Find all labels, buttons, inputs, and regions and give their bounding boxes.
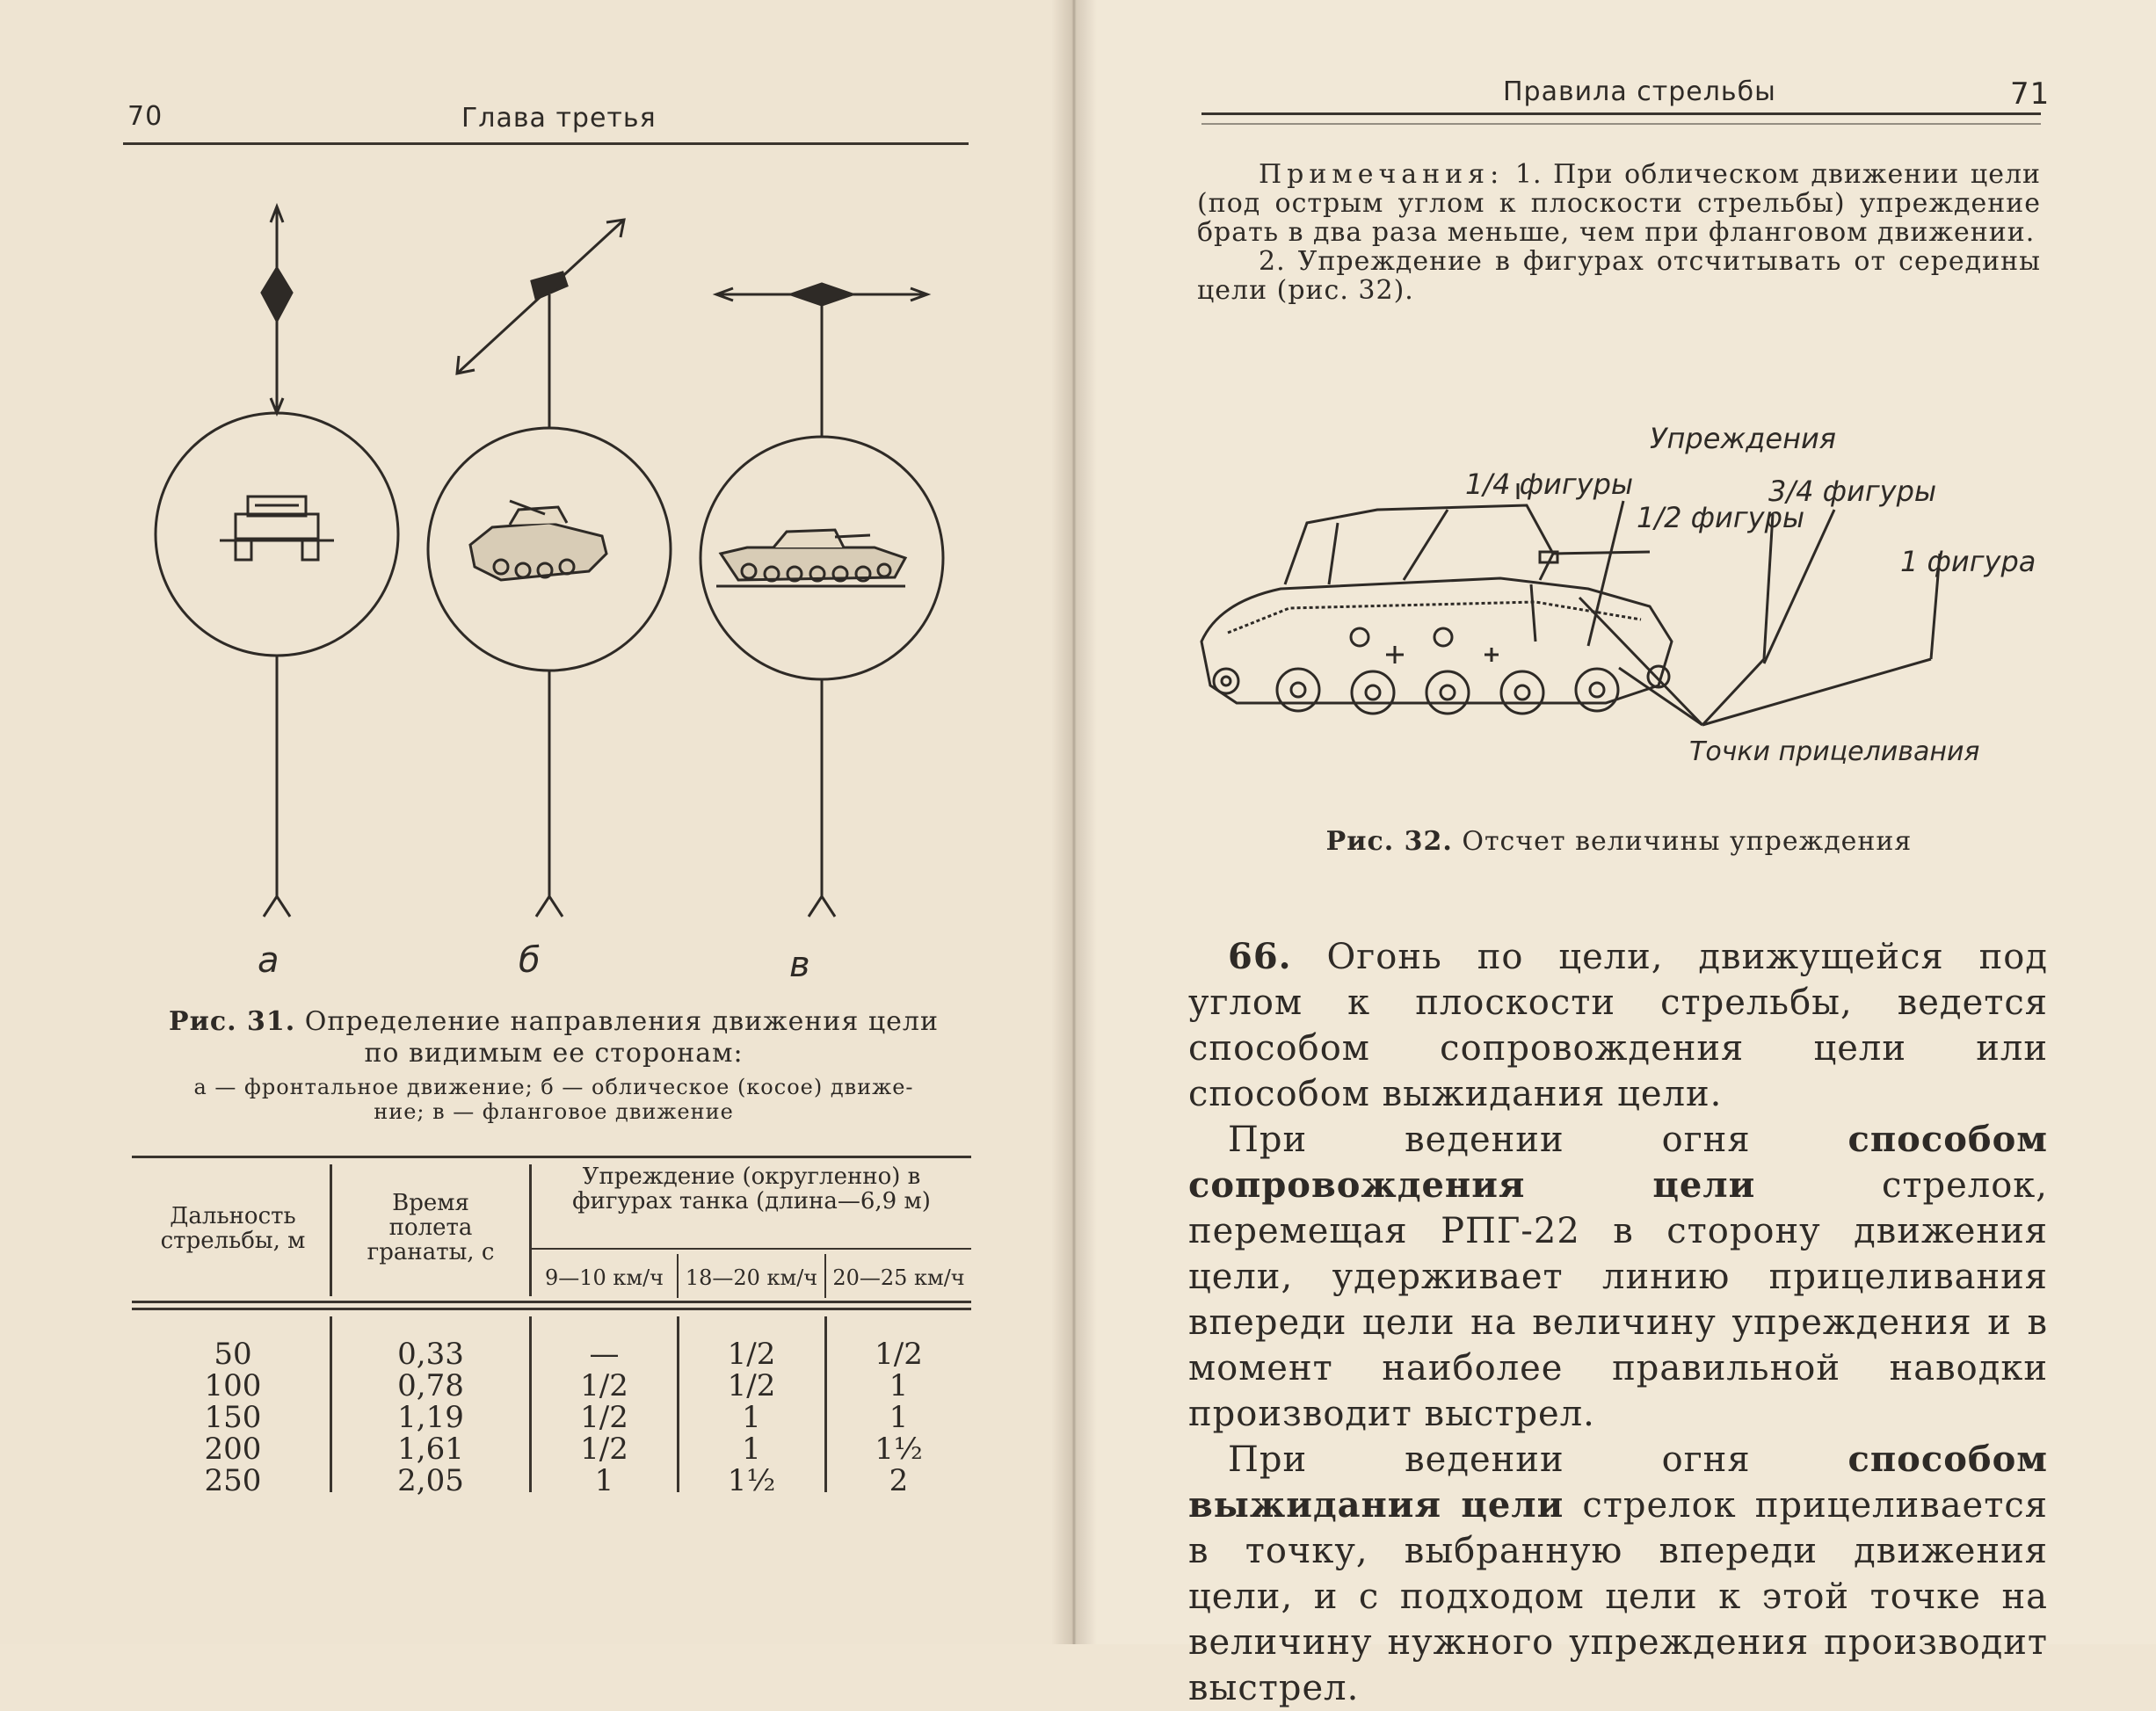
table-top-rule xyxy=(132,1156,971,1158)
table-header-rule xyxy=(132,1301,971,1303)
fig31-caption xyxy=(132,1006,976,1069)
fig31-legend-line2: ние; в — фланговое движение xyxy=(374,1099,734,1124)
table-header-lead: Упреждение (округленно) в фигурах танка (длина—6,9 м) xyxy=(572,1164,931,1214)
fig32-label-three-quarter: 3/4 фигуры xyxy=(1768,475,1937,508)
header-rule-right xyxy=(1201,112,2041,115)
paragraph-66 xyxy=(1188,934,2048,1711)
note-2: 2. Упреждение в фигурах отсчитывать от середины цели (рис. 32). xyxy=(1197,246,2041,306)
fig32-caption xyxy=(1197,826,2041,858)
table-cell-s1: — xyxy=(589,1337,620,1372)
table-cell-time: 2,05 xyxy=(397,1463,464,1498)
header-rule-right-2 xyxy=(1201,123,2041,125)
page-number-left: 70 xyxy=(127,101,163,132)
fig32-caption-prefix: Рис. 32. xyxy=(1325,826,1453,857)
para66-number: 66. xyxy=(1228,936,1292,977)
table-cell-s2: 1 xyxy=(742,1400,761,1435)
para-follow-text: стрелок, перемещая РПГ-22 в сторону движения цели, удерживает линию прицеливания впереди цели на величину упреждения и в момент наиболее правильной наводки производит выстрел. xyxy=(1188,1165,2048,1434)
para-follow-bold: способом сопровождения цели xyxy=(1188,1119,2048,1206)
fig31-caption-prefix: Рис. 31. xyxy=(169,1006,296,1037)
paragraph-follow xyxy=(1188,1117,2048,1437)
table-cell-range: 250 xyxy=(204,1463,262,1498)
table-cell-range: 150 xyxy=(204,1400,262,1435)
table-header-speed-2: 18—20 км/ч xyxy=(685,1265,818,1290)
fig32-label-top: Упреждения xyxy=(1650,422,1837,455)
table-header-rule-2 xyxy=(132,1308,971,1310)
para-wait-prefix: При ведении огня xyxy=(1228,1439,1751,1480)
fig31-caption-line2: по видимым ее сторонам: xyxy=(364,1038,744,1069)
table-header-speed-3: 20—25 км/ч xyxy=(832,1265,965,1290)
table-cell-s1: 1 xyxy=(594,1463,614,1498)
table-cell-range: 100 xyxy=(204,1368,262,1403)
table-cell-s3: 1½ xyxy=(875,1432,923,1467)
right-page xyxy=(1074,0,2156,1708)
lead-table xyxy=(132,1156,971,1498)
table-cell-range: 50 xyxy=(214,1337,252,1372)
table-cell-time: 1,19 xyxy=(397,1400,464,1435)
left-page xyxy=(0,0,1074,1644)
table-cell-s2: 1/2 xyxy=(727,1368,776,1403)
fig32-label-points: Точки прицеливания xyxy=(1689,736,1980,767)
paragraph-wait xyxy=(1188,1437,2048,1711)
fig32-label-one: 1 фигура xyxy=(1900,545,2036,578)
para-wait-text: стрелок прицеливается в точку, выбранную впереди движения цели, и с подходом цели к этой точке на величину нужного упреждения производит выстрел. xyxy=(1188,1485,2048,1708)
table-cell-s3: 1 xyxy=(889,1400,909,1435)
fig31-legend-line1: а — фронтальное движение; б — облическое (косое) движе- xyxy=(193,1075,914,1099)
fig32-caption-text: Отсчет величины упреждения xyxy=(1462,826,1913,857)
table-cell-time: 1,61 xyxy=(397,1432,464,1467)
table-cell-s3: 1/2 xyxy=(875,1337,923,1372)
para66-text: Огонь по цели, движущейся под углом к плоскости стрельбы, ведется способом сопровождения цели или способом выжидания цели. xyxy=(1188,937,2049,1114)
running-head-left: Глава третья xyxy=(461,103,657,134)
table-header-speed-1: 9—10 км/ч xyxy=(544,1265,664,1290)
para-follow-prefix: При ведении огня xyxy=(1228,1120,1751,1160)
table-cell-s2: 1 xyxy=(742,1432,761,1467)
table-cell-range: 200 xyxy=(204,1432,262,1467)
fig32-label-quarter: 1/4 фигуры xyxy=(1465,468,1634,501)
table-body-vline-1 xyxy=(330,1316,332,1492)
figure-31 xyxy=(132,198,976,971)
table-cell-s1: 1/2 xyxy=(580,1400,628,1435)
table-cell-s2: 1/2 xyxy=(727,1337,776,1372)
fig31-label-b: б xyxy=(519,940,541,981)
tank-flank-icon xyxy=(716,530,905,586)
table-cell-s3: 2 xyxy=(889,1463,909,1498)
table-subheader-rule xyxy=(532,1248,971,1250)
note-1: 1. При облическом движении цели (под острым углом к плоскости стрельбы) упреждение брать в два раза меньше, чем при фланговом движении. xyxy=(1197,159,2041,248)
fig32-label-half: 1/2 фигуры xyxy=(1637,501,1805,534)
table-cell-s1: 1/2 xyxy=(580,1432,628,1467)
fig31-label-v: в xyxy=(789,945,810,985)
fig31-legend xyxy=(132,1075,976,1124)
para-wait-bold: способом выжидания цели xyxy=(1188,1439,2048,1526)
running-head-right: Правила стрельбы xyxy=(1503,76,1776,107)
table-cell-s3: 1 xyxy=(889,1368,909,1403)
table-cell-time: 0,33 xyxy=(397,1337,464,1372)
table-cell-time: 0,78 xyxy=(397,1368,464,1403)
table-header-time: Время полета гранаты, с xyxy=(367,1190,495,1265)
table-vline-1 xyxy=(330,1164,332,1296)
table-header-range: Дальность стрельбы, м xyxy=(160,1203,306,1254)
notes-block xyxy=(1197,160,2041,305)
fig31-label-a: а xyxy=(258,940,279,981)
notes-heading: Примечания: xyxy=(1259,159,1505,190)
fig31-caption-line1: Определение направления движения цели xyxy=(304,1006,939,1037)
table-cell-s2: 1½ xyxy=(727,1463,776,1498)
page-number-right: 71 xyxy=(2010,76,2051,112)
tank-front-icon xyxy=(220,497,334,560)
table-cell-s1: 1/2 xyxy=(580,1368,628,1403)
header-rule-left xyxy=(123,142,969,145)
book-gutter xyxy=(1051,0,1097,1644)
tank-oblique-icon xyxy=(470,501,606,580)
